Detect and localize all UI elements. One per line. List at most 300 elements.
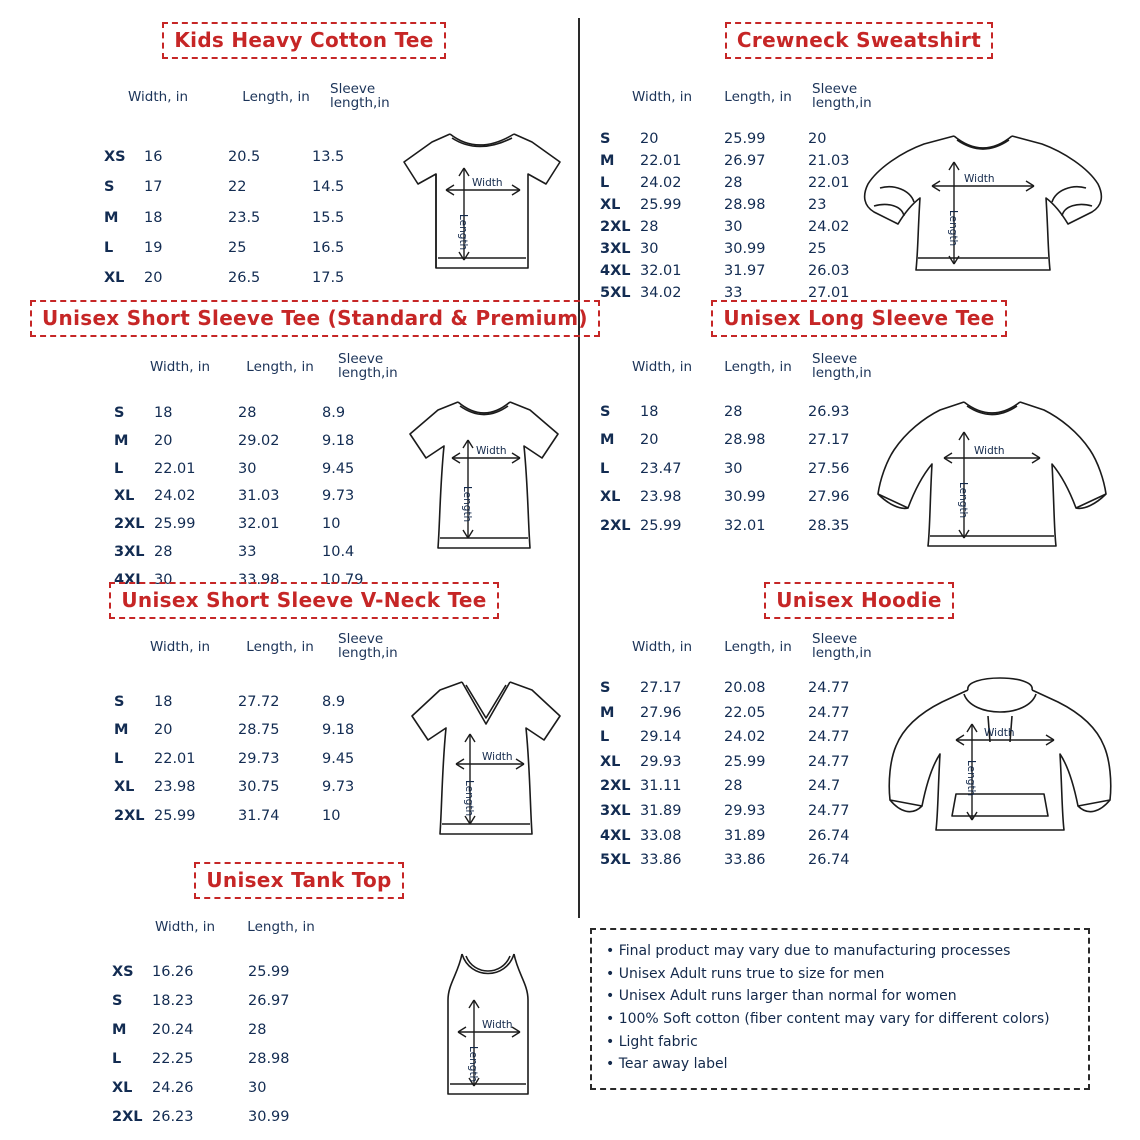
column-headers-crewneck: [632, 90, 828, 104]
cell-size: 4XL: [600, 263, 631, 279]
illustration-v-neck-tee: [398, 668, 574, 854]
cell-length: 32.01: [724, 517, 766, 534]
cell-length: 28.75: [238, 722, 280, 739]
cell-width: 18: [154, 405, 173, 421]
table-row: [114, 456, 392, 484]
cell-size: M: [114, 722, 129, 739]
cell-width: 27.17: [640, 680, 682, 696]
table-row: [600, 238, 878, 260]
cell-size: L: [600, 729, 610, 746]
cell-width: 33.08: [640, 827, 682, 844]
cell-length: 33.98: [238, 571, 280, 588]
cell-size: XL: [114, 779, 135, 796]
cell-sleeve: 24.77: [808, 680, 850, 696]
cell-size: S: [112, 992, 123, 1009]
cell-sleeve: 22.01: [808, 175, 850, 191]
table-row: [104, 203, 382, 233]
cell-length: 25: [228, 239, 247, 256]
cell-length: 20.5: [228, 149, 261, 165]
title-wrap: [578, 300, 1140, 337]
header-sleeve-crewneck: [812, 82, 872, 110]
cell-size: XL: [600, 197, 621, 213]
vertical-divider: [578, 18, 580, 918]
cell-length: 27.72: [238, 694, 280, 710]
cell-sleeve: 23: [808, 197, 827, 213]
cell-width: 16.26: [152, 964, 194, 980]
cell-size: 5XL: [600, 285, 631, 301]
header-length: Length, in: [724, 639, 792, 655]
table-row: [600, 824, 878, 849]
header-sleeve-line1: Sleeve: [338, 351, 384, 367]
cell-sleeve: 26.74: [808, 852, 850, 869]
cell-width: 24.02: [640, 175, 682, 191]
cell-width: 27.96: [640, 704, 682, 721]
cell-length: 29.93: [724, 803, 766, 820]
illustration-tank-top: [414, 940, 564, 1110]
cell-sleeve: 9.45: [322, 460, 355, 477]
column-headers-lstee: [632, 360, 828, 374]
cell-width: 22.01: [154, 750, 196, 767]
cell-length: 30.99: [724, 489, 766, 506]
cell-width: 20: [640, 131, 659, 147]
cell-width: 34.02: [640, 285, 682, 301]
cell-length: 30: [724, 460, 743, 477]
table-row: [600, 676, 878, 701]
cell-length: 30.99: [248, 1108, 290, 1125]
cell-size: S: [600, 131, 611, 147]
cell-length: 28: [724, 404, 743, 420]
note-item: • Tear away label: [606, 1056, 728, 1073]
cell-length: 32.01: [238, 516, 280, 533]
cell-length: 31.97: [724, 263, 766, 279]
cell-width: 22.25: [152, 1050, 194, 1067]
table-row: [600, 774, 878, 799]
svg-text:Width: Width: [974, 445, 1005, 457]
cell-size: L: [114, 460, 124, 477]
cell-sleeve: 24.77: [808, 753, 850, 770]
table-row: [600, 848, 878, 873]
table-crewneck-sweatshirt: [600, 128, 878, 304]
header-sleeve-lstee: [812, 352, 872, 380]
header-sleeve-line1: Sleeve: [812, 81, 858, 97]
cell-size: L: [600, 175, 610, 191]
note-item: • Light fabric: [606, 1033, 698, 1050]
cell-length: 25.99: [248, 964, 290, 980]
cell-width: 18: [154, 694, 173, 710]
cell-sleeve: 24.77: [808, 704, 850, 721]
table-row: [114, 802, 392, 830]
section-title: Kids Heavy Cotton Tee: [162, 22, 445, 59]
title-wrap: [578, 582, 1140, 619]
cell-sleeve: 13.5: [312, 149, 345, 165]
cell-sleeve: 10.79: [322, 571, 364, 588]
table-row: [600, 172, 878, 194]
table-row: [600, 216, 878, 238]
cell-width: 25.99: [154, 516, 196, 533]
cell-size: 3XL: [114, 543, 145, 560]
cell-size: S: [104, 179, 115, 196]
table-row: [104, 233, 382, 263]
table-kids-heavy-cotton-tee: [104, 142, 382, 293]
cell-sleeve: 21.03: [808, 153, 850, 169]
table-row: [114, 716, 392, 744]
header-sleeve-hoodie: [812, 632, 872, 660]
section-unisex-hoodie: [578, 582, 1140, 619]
cell-length: 33: [724, 285, 743, 301]
table-unisex-v-neck-tee: [114, 688, 392, 830]
cell-width: 22.01: [154, 460, 196, 477]
svg-text:Width: Width: [476, 445, 507, 457]
header-width: Width, in: [632, 639, 693, 655]
cell-sleeve: 10: [322, 516, 341, 533]
cell-width: 19: [144, 239, 163, 256]
cell-size: XL: [600, 489, 621, 506]
svg-text:Length: Length: [957, 482, 969, 519]
cell-length: 28: [724, 175, 743, 191]
header-sleeve-line2: length,in: [812, 645, 872, 662]
header-width: Width, in: [150, 639, 211, 655]
table-row: [114, 483, 392, 511]
cell-size: S: [114, 405, 125, 421]
cell-size: XL: [114, 488, 135, 505]
title-wrap: [0, 300, 588, 337]
svg-text:Length: Length: [965, 760, 977, 797]
cell-length: 20.08: [724, 680, 766, 696]
cell-width: 23.47: [640, 460, 682, 477]
svg-text:Width: Width: [964, 173, 995, 185]
cell-length: 30: [248, 1079, 267, 1096]
cell-size: L: [104, 239, 114, 256]
column-headers-vneck: [150, 640, 356, 654]
cell-size: XL: [104, 270, 125, 287]
cell-width: 17: [144, 179, 163, 196]
header-length: Length, in: [724, 89, 792, 105]
title-wrap: [578, 22, 1140, 59]
table-row: [104, 142, 382, 172]
cell-sleeve: 27.01: [808, 285, 850, 301]
cell-width: 25.99: [640, 197, 682, 213]
cell-size: L: [600, 460, 610, 477]
cell-sleeve: 9.73: [322, 488, 355, 505]
table-row: [600, 701, 878, 726]
illustration-kids-tee: [388, 118, 568, 293]
cell-length: 28.98: [724, 432, 766, 449]
table-row: [600, 483, 878, 511]
header-length: Length, in: [247, 919, 315, 935]
table-row: [104, 172, 382, 202]
table-row: [600, 260, 878, 282]
cell-width: 28: [154, 543, 173, 560]
cell-sleeve: 20: [808, 131, 827, 147]
cell-sleeve: 24.7: [808, 778, 841, 795]
cell-width: 25.99: [154, 807, 196, 824]
header-sleeve-line2: length,in: [812, 365, 872, 382]
cell-size: 3XL: [600, 803, 631, 820]
cell-width: 20: [154, 722, 173, 739]
cell-length: 29.73: [238, 750, 280, 767]
section-title: Unisex Hoodie: [764, 582, 954, 619]
header-width: Width, in: [150, 359, 211, 375]
cell-length: 31.03: [238, 488, 280, 505]
table-row: [114, 745, 392, 773]
cell-sleeve: 28.35: [808, 517, 850, 534]
illustration-unisex-short-sleeve-tee: [396, 388, 572, 568]
cell-size: 4XL: [600, 827, 631, 844]
svg-text:Length: Length: [467, 1046, 479, 1083]
svg-text:Width: Width: [482, 751, 513, 763]
header-sleeve-sstee: [338, 352, 398, 380]
cell-size: S: [600, 680, 611, 696]
cell-width: 25.99: [640, 517, 682, 534]
cell-sleeve: 27.96: [808, 489, 850, 506]
cell-sleeve: 27.56: [808, 460, 850, 477]
table-unisex-long-sleeve-tee: [600, 398, 878, 540]
header-sleeve-line1: Sleeve: [330, 81, 376, 97]
cell-sleeve: 24.77: [808, 729, 850, 746]
header-length: Length, in: [724, 359, 792, 375]
cell-length: 30: [724, 219, 743, 235]
cell-sleeve: 26.03: [808, 263, 850, 279]
cell-length: 26.97: [248, 992, 290, 1009]
cell-sleeve: 9.45: [322, 750, 355, 767]
column-headers-tank: [155, 920, 357, 934]
cell-size: 2XL: [114, 807, 145, 824]
cell-size: M: [112, 1021, 127, 1038]
table-row: [600, 150, 878, 172]
cell-sleeve: 27.17: [808, 432, 850, 449]
table-row: [600, 426, 878, 454]
table-row: [112, 958, 344, 987]
title-wrap: [0, 582, 578, 619]
table-row: [114, 428, 392, 456]
illustration-unisex-hoodie: [880, 664, 1120, 854]
cell-width: 20: [640, 432, 659, 449]
cell-size: XL: [112, 1079, 133, 1096]
cell-size: 2XL: [112, 1108, 143, 1125]
cell-sleeve: 17.5: [312, 270, 345, 287]
header-sleeve-line1: Sleeve: [812, 631, 858, 647]
svg-text:Width: Width: [482, 1019, 513, 1031]
cell-size: S: [114, 694, 125, 710]
cell-width: 24.02: [154, 488, 196, 505]
cell-size: XS: [112, 964, 134, 980]
svg-text:Width: Width: [984, 727, 1015, 739]
cell-width: 24.26: [152, 1079, 194, 1096]
cell-width: 30: [154, 571, 173, 588]
cell-length: 29.02: [238, 432, 280, 449]
table-unisex-tank-top: [112, 958, 344, 1132]
cell-size: S: [600, 404, 611, 420]
cell-width: 30: [640, 241, 659, 257]
cell-length: 30.99: [724, 241, 766, 257]
cell-length: 28: [724, 778, 743, 795]
header-sleeve-vneck: [338, 632, 398, 660]
cell-width: 26.23: [152, 1108, 194, 1125]
cell-length: 26.97: [724, 153, 766, 169]
cell-sleeve: 16.5: [312, 239, 345, 256]
cell-size: 4XL: [114, 571, 145, 588]
note-item: • Unisex Adult runs true to size for men: [606, 965, 885, 982]
header-sleeve-line1: Sleeve: [812, 351, 858, 367]
cell-size: 3XL: [600, 241, 631, 257]
cell-length: 28.98: [724, 197, 766, 213]
table-row: [600, 725, 878, 750]
svg-text:Length: Length: [463, 780, 475, 817]
cell-size: M: [600, 432, 615, 449]
header-sleeve-kids: [330, 82, 390, 110]
cell-width: 16: [144, 149, 163, 165]
table-row: [114, 773, 392, 801]
cell-sleeve: 8.9: [322, 694, 346, 710]
cell-width: 18: [640, 404, 659, 420]
cell-length: 25.99: [724, 131, 766, 147]
header-length: Length, in: [246, 639, 314, 655]
illustration-crewneck-sweatshirt: [858, 118, 1108, 290]
cell-sleeve: 26.74: [808, 827, 850, 844]
note-item: • 100% Soft cotton (fiber content may vary for different colors): [606, 1011, 1050, 1028]
column-headers-sstee: [150, 360, 356, 374]
cell-length: 30.75: [238, 779, 280, 796]
note-item: • Final product may vary due to manufacturing processes: [606, 943, 1011, 959]
cell-width: 33.86: [640, 852, 682, 869]
column-headers-hoodie: [632, 640, 828, 654]
svg-text:Length: Length: [461, 486, 473, 523]
cell-sleeve: 10.4: [322, 543, 355, 560]
section-unisex-short-sleeve-v-neck-tee: [0, 582, 578, 619]
table-row: [104, 263, 382, 293]
cell-length: 22: [228, 179, 247, 196]
table-row: [600, 194, 878, 216]
title-wrap: [0, 862, 578, 899]
cell-sleeve: 14.5: [312, 179, 345, 196]
header-length: Length, in: [246, 359, 314, 375]
table-unisex-hoodie: [600, 676, 878, 873]
header-sleeve-line2: length,in: [338, 365, 398, 382]
table-row: [600, 398, 878, 426]
header-sleeve-line2: length,in: [812, 95, 872, 112]
cell-length: 28: [248, 1021, 267, 1038]
table-row: [114, 539, 392, 567]
cell-size: 2XL: [600, 517, 631, 534]
section-crewneck-sweatshirt: [578, 22, 1140, 59]
cell-length: 31.74: [238, 807, 280, 824]
cell-sleeve: 25: [808, 241, 827, 257]
header-length: Length, in: [242, 89, 310, 105]
section-unisex-long-sleeve-tee: [578, 300, 1140, 337]
header-width: Width, in: [632, 89, 693, 105]
cell-size: 2XL: [600, 219, 631, 235]
section-title: Unisex Short Sleeve V-Neck Tee: [109, 582, 498, 619]
cell-width: 18: [144, 209, 163, 226]
notes-box: [590, 928, 1090, 1090]
cell-length: 31.89: [724, 827, 766, 844]
cell-size: 2XL: [114, 516, 145, 533]
cell-size: L: [112, 1050, 122, 1067]
table-row: [112, 1045, 344, 1074]
column-headers-kids: [128, 90, 352, 104]
cell-size: XL: [600, 753, 621, 770]
cell-length: 26.5: [228, 270, 261, 287]
table-row: [112, 1074, 344, 1103]
table-row: [114, 688, 392, 716]
cell-length: 28.98: [248, 1050, 290, 1067]
cell-size: M: [600, 704, 615, 721]
cell-width: 22.01: [640, 153, 682, 169]
cell-sleeve: 26.93: [808, 404, 850, 420]
section-title: Unisex Short Sleeve Tee (Standard & Premium): [30, 300, 600, 337]
cell-width: 31.89: [640, 803, 682, 820]
table-row: [600, 750, 878, 775]
table-row: [112, 987, 344, 1016]
cell-width: 28: [640, 219, 659, 235]
section-kids-heavy-cotton-tee: [0, 22, 578, 59]
cell-width: 23.98: [640, 489, 682, 506]
cell-width: 29.14: [640, 729, 682, 746]
cell-length: 28: [238, 405, 257, 421]
cell-length: 25.99: [724, 753, 766, 770]
cell-size: 5XL: [600, 852, 631, 869]
table-row: [114, 400, 392, 428]
table-row: [600, 799, 878, 824]
svg-text:Width: Width: [472, 177, 503, 189]
svg-text:Length: Length: [457, 214, 469, 251]
table-row: [600, 512, 878, 540]
section-title: Unisex Tank Top: [194, 862, 403, 899]
cell-sleeve: 24.77: [808, 803, 850, 820]
cell-length: 33: [238, 543, 257, 560]
header-sleeve-line2: length,in: [338, 645, 398, 662]
table-row: [600, 455, 878, 483]
section-unisex-tank-top: [0, 862, 578, 899]
cell-length: 22.05: [724, 704, 766, 721]
cell-width: 20: [144, 270, 163, 287]
cell-size: L: [114, 750, 124, 767]
header-sleeve-line2: length,in: [330, 95, 390, 112]
section-title: Unisex Long Sleeve Tee: [711, 300, 1006, 337]
cell-sleeve: 9.73: [322, 779, 355, 796]
table-row: [112, 1103, 344, 1132]
header-width: Width, in: [155, 919, 216, 935]
cell-length: 33.86: [724, 852, 766, 869]
header-width: Width, in: [632, 359, 693, 375]
cell-sleeve: 9.18: [322, 432, 355, 449]
cell-size: M: [114, 432, 129, 449]
cell-size: M: [104, 209, 119, 226]
cell-width: 29.93: [640, 753, 682, 770]
cell-sleeve: 10: [322, 807, 341, 824]
cell-width: 31.11: [640, 778, 682, 795]
table-row: [112, 1016, 344, 1045]
table-row: [600, 128, 878, 150]
svg-text:Length: Length: [947, 210, 959, 247]
cell-sleeve: 9.18: [322, 722, 355, 739]
cell-length: 30: [238, 460, 257, 477]
cell-sleeve: 15.5: [312, 209, 345, 226]
cell-width: 18.23: [152, 992, 194, 1009]
header-sleeve-line1: Sleeve: [338, 631, 384, 647]
cell-width: 20: [154, 432, 173, 449]
section-unisex-short-sleeve-tee: [0, 300, 588, 337]
illustration-long-sleeve-tee: [872, 388, 1112, 564]
cell-length: 24.02: [724, 729, 766, 746]
table-unisex-short-sleeve-tee: [114, 400, 392, 595]
note-item: • Unisex Adult runs larger than normal for women: [606, 988, 957, 1005]
cell-size: M: [600, 153, 615, 169]
cell-width: 20.24: [152, 1021, 194, 1038]
table-row: [114, 511, 392, 539]
cell-length: 23.5: [228, 209, 261, 226]
header-width: Width, in: [128, 89, 189, 105]
